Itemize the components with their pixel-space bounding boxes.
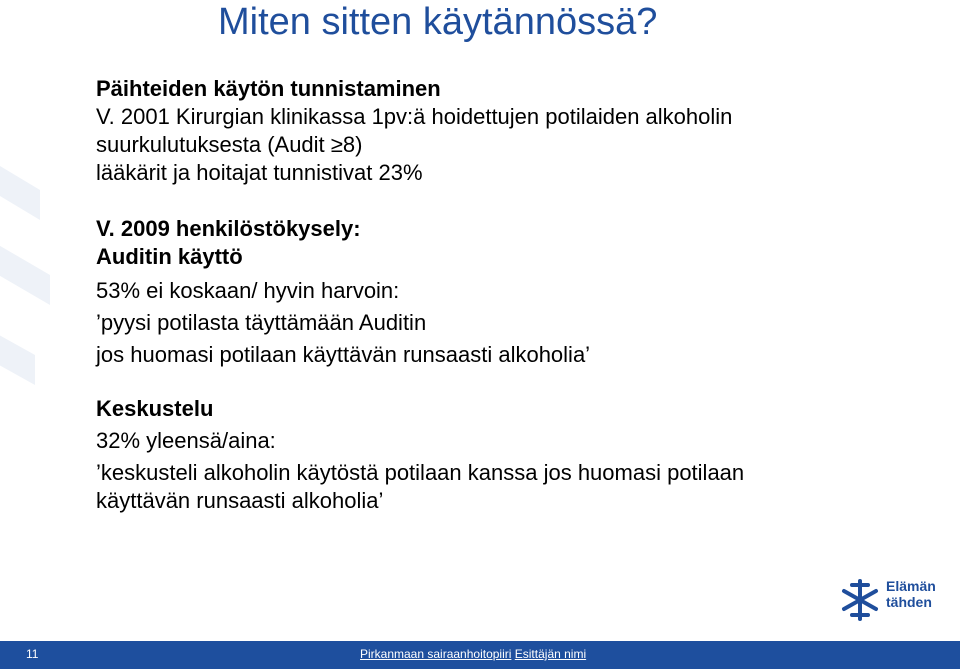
section3-heading: Keskustelu [96,396,214,421]
footer-presenter: Esittäjän nimi [514,647,587,661]
slide-title: Miten sitten käytännössä? [218,1,658,43]
spacer [96,187,956,215]
logo-line2: tähden [886,594,932,610]
section2-line2: ’pyysi potilasta täyttämään Auditin [96,310,427,335]
section1-line2: suurkulutuksesta (Audit ≥8) [96,132,363,157]
section2-line1: 53% ei koskaan/ hyvin harvoin: [96,278,400,303]
logo-line1: Elämän [886,578,936,594]
section2-heading2: Auditin käyttö [96,244,243,269]
footer-org: Pirkanmaan sairaanhoitopiiri [360,647,512,661]
background-watermark-icon [0,150,60,410]
page-number: 11 [26,647,39,661]
section1-heading: Päihteiden käytön tunnistaminen [96,76,441,101]
section3-line3: käyttävän runsaasti alkoholia’ [96,488,384,513]
footer-bar [0,641,960,669]
spacer [96,369,956,395]
footer-text [360,647,586,661]
slide-body [96,75,956,515]
section3-line2: ’keskusteli alkoholin käytöstä potilaan kanssa jos huomasi potilaan [96,460,745,485]
section2-line3: jos huomasi potilaan käyttävän runsaasti alkoholia’ [96,342,591,367]
section1-line3: lääkärit ja hoitajat tunnistivat 23% [96,160,423,185]
section3-line1: 32% yleensä/aina: [96,428,276,453]
section1-line1: V. 2001 Kirurgian klinikassa 1pv:ä hoidettujen potilaiden alkoholin [96,104,733,129]
logo-wordmark [886,578,936,610]
section2-heading1: V. 2009 henkilöstökysely: [96,216,361,241]
